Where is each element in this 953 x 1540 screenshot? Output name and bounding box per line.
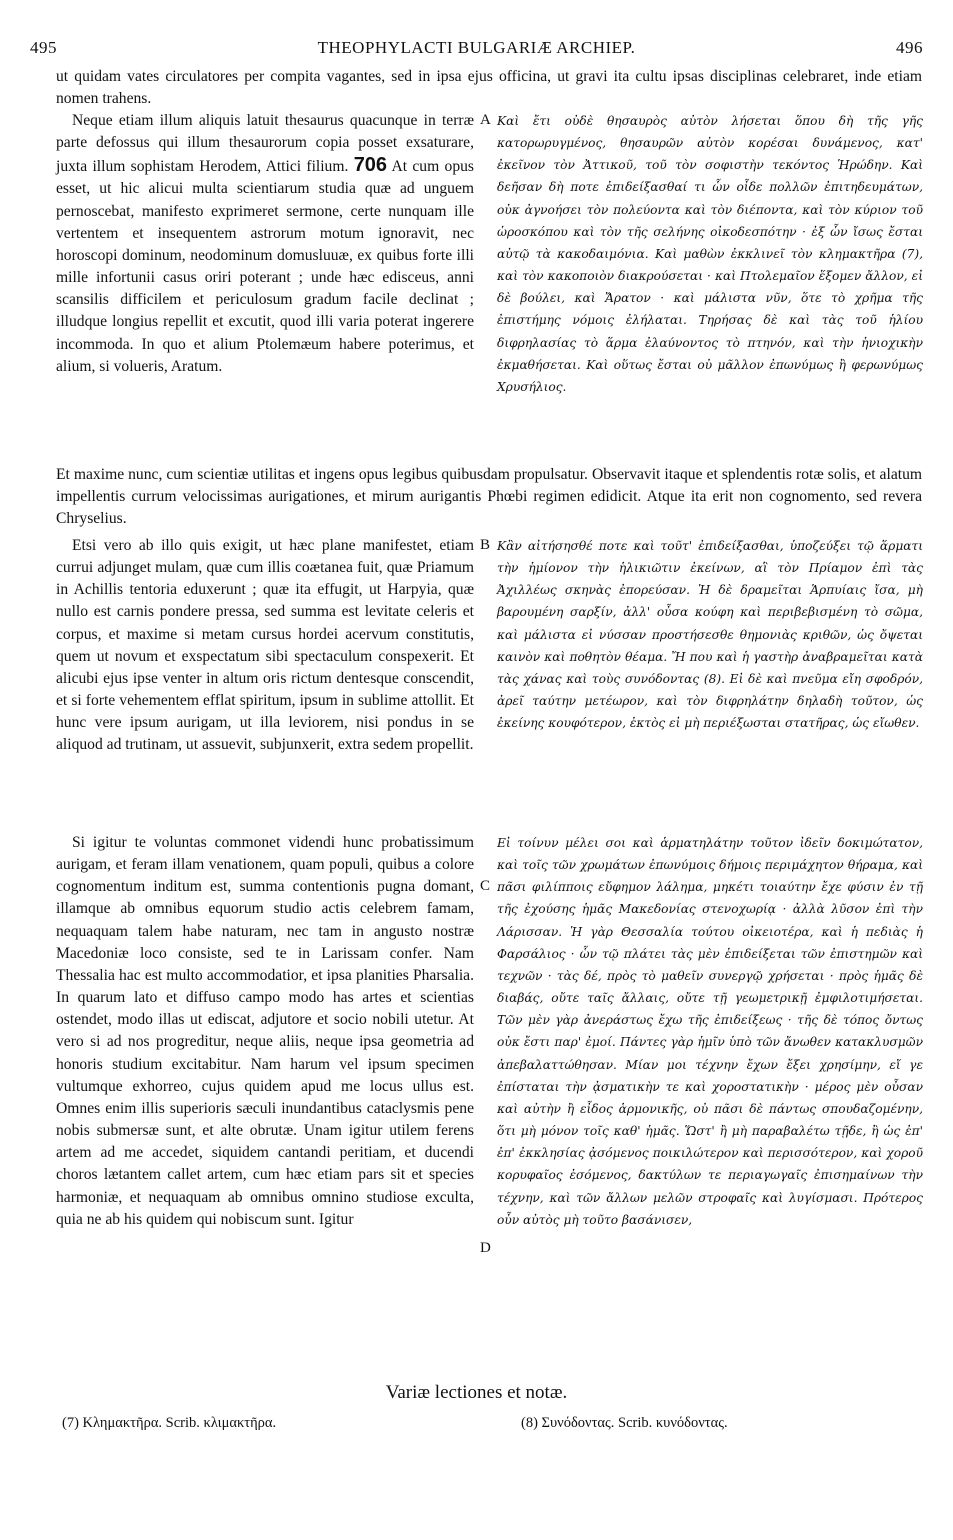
latin-paragraph-b: Etsi vero ab illo quis exigit, ut hæc plane manifestet, etiam currui adjunget mulam, quæ cum illis coætanea fuit, quæ Priamum in Achillis tentoria eduxerunt ; quæ ita effugit, ut Harpyia, quæ nullo est carnis pondere pressa, sed summa est levitate celeris et corpus, et maxime si metam cursus hordei acervum constitutis, quem ut novum et exspectatum sibi spectaculum conspexerit. Et alicubi ejus ipse venter in altum oris rictum dentesque conscendit, et si forte vehementem efflat spiritum, ipsum in sublime attollit. Et hunc vere ipsum aurigam, ut illa leviorem, nisi pondus in se aliquod ad trutinam, ut assuevit, subjunxerit, extra sedem propellit. [56,537,474,754]
latin-column-a [56,110,474,378]
page-number-right: 496 [896,38,923,57]
greek-paragraph-b: Κἂν αἰτήσησθέ ποτε καὶ τοῦτ' ἐπιδείξασθαι, ὑποζεύξει τῷ ἅρματι τὴν ἡμίονον τὴν ἡλικιῶτιν ἐκείνων, αἳ τὸν Πρίαμον ἐπὶ τὰς Ἀχιλλέως σκηνὰς ἐπορεύσαν. Ἡ δὲ δραμεῖται Ἁρπυίαις ἴσα, μὴ βαρουμένη σαρξίν, ἀλλ' οὖσα κούφη καὶ περιβεβισμένη τὸ σῶμα, καὶ μάλιστα εἰ νύσσαν προστήσεσθε θημονιὰς κριθῶν, ὡς ὄψεται καινὸν καὶ ποθητὸν θέαμα. Ἤ που καὶ ἡ γαστὴρ ἀναβραμεῖται κατὰ τὰς χάνας καὶ τοὺς συνόδοντας (8). Εἰ δὲ καὶ πνεῦμα εἴη σφοδρόν, ἀρεῖ ταύτην μετέωρον, καὶ τὸν διφρηλάτην δηλαδὴ τοῦτον, ὡς ἐκείνης κουφότερον, ἐκτὸς εἰ μὴ περιέξωσται στατῆρας, ὡς εἴωθεν. [497,539,923,731]
section-number: 706 [353,154,388,177]
greek-column-b [497,535,923,734]
page-number-left: 495 [30,38,57,57]
latin-fullwidth-text: Et maxime nunc, cum scientiæ utilitas et ingens opus legibus quibusdam propulsatur. Observavit itaque et splendentis rotæ solis, et alatum impellentis currum velocissimas aurigationes, et mirum aurigantis Phœbi regimen edidicit. Atque ita erit non cognomento, sed revera Chryselius. [56,466,922,528]
latin-column-b [56,535,474,757]
intro-text: ut quidam vates circulatores per compita vagantes, sed in ipsa ejus officina, ut gravi ita cultu ipsas disciplinas celebraret, inde etiam nomen trahens. [56,68,922,108]
section-marker-c: C [480,878,491,894]
notes-heading: Variæ lectiones et notæ. [385,1382,568,1403]
greek-column-c [497,832,923,1231]
intro-paragraph [56,66,922,110]
footnote-8: (8) Συνόδοντας. Scrib. κυνόδοντας. [521,1415,728,1431]
latin-a-part2: At cum opus esset, ut hic alicui multa scientiarum studia quæ ad unguem pernoscebat, manifesto exprimeret sermone, certe nunquam ille vertentem et insequentem astrorum motum ignoravit, nec horoscopi dominum, neodominum domusluuæ, ex quibus forte illi mille infortunii casus oriri poterant ; unde hæc edisceus, anni scansilis difficilem et periculosum gradum facile declinat ; illudque longius repellit et excutit, quod illi varia poterat ingerere incommoda. In quo et alium Ptolemæum habere poterimus, et alium, si volueris, Aratum. [56,158,474,375]
section-marker-d: D [480,1240,491,1256]
section-marker-b: B [480,537,491,553]
latin-column-c [56,832,474,1231]
greek-paragraph-a: Καὶ ἔτι οὐδὲ θησαυρὸς αὐτὸν λήσεται ὅπου δὴ τῆς γῆς κατορωρυγμένος, θησαυρῶν αὐτὸν κορέσαι δυνάμενος, κατ' ἐκεῖνον τὸν Ἀττικοῦ, τοῦ τὸν σοφιστὴν τεκόντος Ἡρώδην. Καὶ δεῆσαν δὴ ποτε ἐπιδείξασθαί τι ὧν οἶδε πολλῶν ἐπιτηδευμάτων, οὐκ ἀγνοήσει τὸν πολεύοντα καὶ τὸν διέποντα, καὶ τὸν κύριον τοῦ ὡροσκόπου καὶ τὸν τῆς σελήνης οἰκοδεσπότην · ἐξ ὧν ἴσως ἔσται αὐτῷ τὰ κακοδαιμόνια. Καὶ μαθὼν ἐκκλινεῖ τὸν κλημακτῆρα (7), καὶ τὸν κακοποιὸν διακρούσεται · καὶ Πτολεμαῖον ἕξομεν ἄλλον, εἰ δὲ βούλει, καὶ Ἄρατον · καὶ μάλιστα νῦν, ὅτε τὸ χρῆμα τῆς ἐπιστήμης νόμοις ἐλήλαται. Τηρήσας δὲ καὶ τὰς τοῦ ἡλίου διφρηλασίας τὸ ἅρμα ἐλαύνοντος τὸ πτηνόν, καὶ τὴν ἡνιοχικὴν ἐκμαθήσεται. Καὶ οὕτως ἔσται οὐ μᾶλλον ἐπωνύμως ἢ φερωνύμως Χρυσήλιος. [497,114,923,394]
greek-paragraph-c: Εἰ τοίνυν μέλει σοι καὶ ἁρματηλάτην τοῦτον ἰδεῖν δοκιμώτατον, καὶ τοῖς τῶν χρωμάτων ἐπωνύμοις δήμοις περιμάχητον θήραμα, καὶ πᾶσι φιλίπποις εὔφημον λάλημα, μηκέτι τοιαύτην ἔχε φύσιν ἐν τῇ τῆς ἐχούσης ἡμᾶς Μακεδονίας στενοχωρίᾳ · ἀλλὰ λῦσον ἐπὶ τὴν Λάρισσαν. Ἡ γὰρ Θεσσαλία τούτου οἰκειοτέρα, καὶ ἡ πεδιὰς ἡ Φαρσάλιος · ὧν τῷ πλάτει τὰς μὲν ἐπιδείξεται τῶν ἐπιστημῶν καὶ τεχνῶν · τὰς δέ, πρὸς τὸ μαθεῖν συνεργῷ χρήσεται · πρὸς ἡμᾶς δὲ διαβάς, οὔτε ταῖς ἄλλαις, οὔτε τῇ γεωμετρικῇ ἐμφιλοτιμήσεται. Τῶν μὲν γὰρ ἀνεράστως ἔχω τῆς ἐπιδείξεως · τῆς δὲ τόπος ὄντως οὐκ ἔστι παρ' ἐμοί. Πάντες γὰρ ἡμῖν ὑπὸ τῶν ἄνωθεν κατακλυσμῶν ἀπεβαλαττώθησαν. Μίαν μοι τέχνην ἔχων ἔξει χρησίμην, εἴ γε ἐπίσταται τὴν ᾀσματικὴν τε καὶ χοροστατικὴν · μέρος μὲν οὖσαν καὶ αὐτὴν ἢ εἶδος ἁρμονικῆς, οὐ πᾶσι δὲ πάντως σπουδαζομένην, ὅτι μὴ μόνον τοῖς καθ' ἡμᾶς. Ὥστ' ἢ μὴ παραβαλέτω τῇδε, ἢ ὡς ἐπ' ἐπ' ἐκκλησίας ᾀσόμενος ποικιλώτερον καὶ περισσότερον, καὶ χοροῦ κορυφαῖος ἐσόμενος, δακτύλων τε περιαγωγαῖς ἐπισημαίνων τὴν τέχνην, καὶ τῶν ἄλλων μελῶν στροφαῖς καὶ λυγίσμασι. Πρότερος οὖν αὐτὸς μὴ τοῦτο βασάνισεν, [497,836,923,1227]
greek-column-a [497,110,923,398]
latin-paragraph-c: Si igitur te voluntas commonet videndi hunc probatissimum aurigam, et feram illam venationem, quam populi, quibus a colore cognomentum inditum est, summa contentionis pugna domant, illamque ab omnibus equorum studio actis celebrem famam, nequaquam talem habe naturam, nec tam in angusto nostræ Macedoniæ loco consiste, sed te in Larissam confer. Nam Thessalia hac est multo accommodatior, et ipsa planities Pharsalia. In quarum lato et diffuso campo modo has artes et scientias ostendet, modo illas ut ediscat, adjutore et socio nobili utetur. At vero si ad nos progreditur, neque aliis, neque ipsa geometria ad honoris studium excitabitur. Nam harum vel ipsum specimen vultumque exhorreo, cujus quidem apud me locus ullus est. Omnes enim illis superioris sæculi inundantibus cataclysmis pene nobis submersæ sunt, et alte obrutæ. Unam igitur utilem ferens artem ad me accedet, siquidem cantandi peritiam, et ducendi choros lætantem callet artem, cum hæc etiam pars sit et species harmoniæ, et nequaquam ab omnibus omnino studiose exculta, quia ne ab his quidem qui nobiscum sunt. Igitur [56,834,474,1228]
latin-paragraph-a [56,110,474,378]
section-marker-a: A [480,112,491,128]
running-header [30,38,923,60]
latin-a-part1: Neque etiam illum aliquis latuit thesaurus quacunque in terræ parte defossus qui illum thesaurorum copia posset exsaturare, juxta illum sophistam Herodem, Attici filium. [56,112,474,176]
running-title: THEOPHYLACTI BULGARIÆ ARCHIEP. [317,38,636,57]
latin-fullwidth-paragraph [56,464,922,530]
footnote-7: (7) Κλημακτῆρα. Scrib. κλιμακτῆρα. [62,1415,277,1431]
